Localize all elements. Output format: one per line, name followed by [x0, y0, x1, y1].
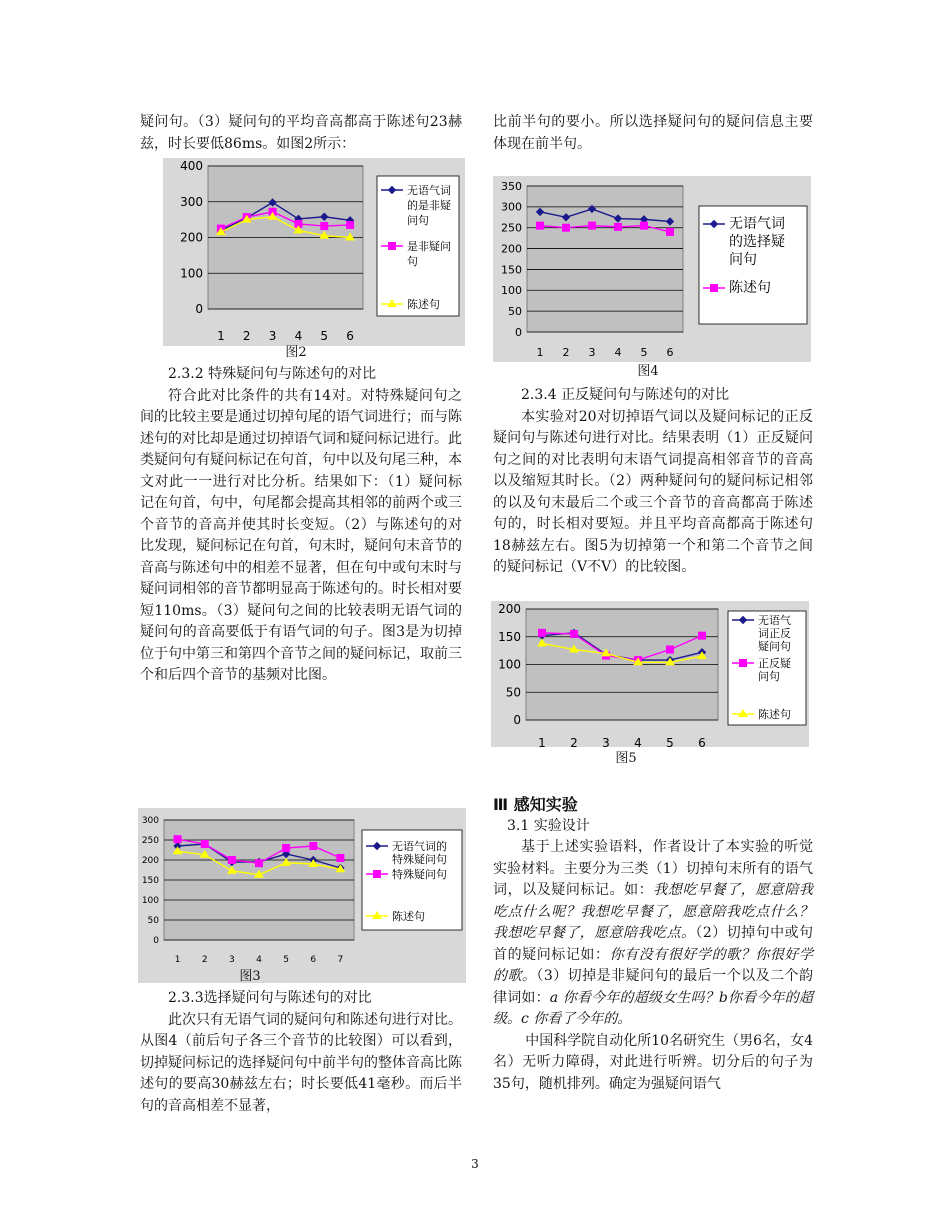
legend-label: 是非疑问 — [407, 240, 451, 253]
data-point — [589, 222, 596, 229]
data-point — [283, 845, 290, 852]
y-tick-label: 100 — [180, 266, 203, 281]
legend-label: 无语气 — [758, 614, 791, 627]
x-tick-label: 2 — [201, 955, 208, 965]
x-tick-label: 3 — [268, 329, 277, 343]
y-tick-label: 200 — [141, 856, 159, 867]
page-number: 3 — [471, 1157, 479, 1171]
section-3-1-text-c: （3）切掉是非疑问句的最后一个以及二个韵律词如： — [493, 968, 814, 1006]
x-tick-label: 1 — [174, 955, 181, 965]
section-3-1-heading: 3.1 实验设计 — [507, 817, 590, 834]
figure-3-caption: 图3 — [239, 969, 261, 984]
left-top-paragraph: 疑问句。（3）疑问句的平均音高都高于陈述句23赫兹，时长要低86ms。如图2所示： — [140, 114, 462, 152]
x-tick-label: 4 — [294, 329, 303, 343]
section-3-1-text-b: （2）切掉句中或句首的疑问标记如： — [493, 925, 813, 963]
y-tick-label: 0 — [153, 936, 159, 947]
figure-2-caption: 图2 — [285, 345, 307, 360]
x-tick-label: 4 — [634, 736, 642, 747]
figure-5-caption: 图5 — [615, 751, 637, 766]
section-3-1-paragraph — [493, 837, 813, 1031]
y-tick-label: 200 — [180, 230, 203, 245]
example-3-text: a 你看今年的超级女生吗？b你看今年的超级。c 你看了今年的。 — [493, 989, 814, 1027]
y-tick-label: 100 — [141, 896, 159, 907]
legend-label: 陈述句 — [392, 910, 425, 923]
legend-label: 陈述句 — [758, 708, 791, 721]
section-2-3-2-heading: 2.3.2 特殊疑问句与陈述句的对比 — [168, 366, 377, 382]
x-tick-label: 6 — [310, 955, 317, 965]
y-tick-label: 50 — [508, 304, 522, 318]
data-point — [256, 860, 263, 867]
data-point — [667, 228, 674, 235]
legend-key-marker — [711, 285, 718, 292]
y-tick-label: 50 — [147, 916, 159, 927]
x-tick-label: 1 — [217, 329, 225, 343]
x-tick-label: 2 — [242, 329, 251, 343]
y-tick-label: 250 — [501, 221, 522, 235]
y-tick-label: 150 — [501, 263, 522, 277]
legend-label: 特殊疑问句 — [392, 853, 447, 866]
data-point — [571, 630, 578, 637]
data-point — [321, 223, 328, 230]
figure-3-chart — [138, 808, 466, 983]
plot-area — [527, 186, 683, 332]
data-point — [347, 221, 354, 228]
x-tick-label: 6 — [666, 346, 674, 359]
example-1-text: 我想吃早餐了，愿意陪我吃点什么呢？我想吃早餐了，愿意陪我吃点什么？我想吃早餐了，愿意陪我吃点。 — [493, 882, 814, 941]
y-tick-label: 300 — [141, 816, 159, 827]
legend-label: 正反疑 — [758, 657, 791, 670]
legend-label: 陈述句 — [729, 280, 771, 296]
x-tick-label: 5 — [283, 955, 290, 965]
legend-label: 特殊疑问句 — [392, 868, 447, 881]
section-3-1-text-a: 基于上述实验语料，作者设计了本实验的听觉实验材料。主要分为三类（1）切掉句末所有的语气词，以及疑问标记。如： — [493, 839, 813, 898]
x-tick-label: 5 — [640, 346, 648, 359]
data-point — [337, 855, 344, 862]
legend-label: 问句 — [758, 670, 780, 683]
x-tick-label: 2 — [562, 346, 570, 359]
data-point — [201, 841, 208, 848]
legend-label: 句 — [407, 255, 418, 268]
example-2-text: 你有没有很好学的歌？你很好学的歌。 — [493, 946, 814, 984]
legend-label: 词正反 — [758, 627, 791, 640]
legend-key-marker — [389, 243, 396, 250]
legend-label: 问句 — [407, 214, 429, 227]
y-tick-label: 50 — [505, 685, 521, 700]
data-point — [641, 222, 648, 229]
data-point — [539, 629, 546, 636]
section-2-3-4-paragraph: 本实验对20对切掉语气词以及疑问标记的正反疑问句与陈述句进行对比。结果表明（1）正反疑问句之间的对比表明句末语气词提高相邻音节的音高以及缩短其时长。（2）两种疑问句的疑问标记相邻的以及句末最后二个或三个音节的音高都高于陈述句的，时长相对要短。并且平均音高都高于陈述句18赫兹左右。图5为切掉第一个和第二个音节之间的疑问标记（V不V）的比较图。 — [493, 408, 813, 575]
section-2-3-3-heading: 2.3.3选择疑问句与陈述句的对比 — [168, 990, 372, 1006]
x-tick-label: 3 — [228, 955, 235, 965]
x-tick-label: 3 — [602, 736, 610, 747]
subjects-paragraph: 中国科学院自动化所10名研究生（男6名，女4名）无听力障碍，对此进行听辨。切分后的句子为35句，随机排列。确定为强疑问语气 — [493, 1032, 813, 1092]
left-column — [140, 112, 462, 155]
legend-label: 无语气词 — [729, 216, 785, 232]
x-tick-label: 6 — [346, 329, 354, 343]
legend-label: 陈述句 — [407, 298, 440, 311]
figure-5-chart — [491, 601, 809, 747]
y-tick-label: 400 — [180, 159, 203, 174]
legend-label: 问句 — [729, 252, 757, 268]
y-tick-label: 0 — [195, 302, 203, 317]
data-point — [310, 843, 317, 850]
y-tick-label: 200 — [498, 602, 521, 617]
x-tick-label: 7 — [337, 955, 344, 965]
y-tick-label: 250 — [141, 836, 159, 847]
x-tick-label: 1 — [536, 346, 544, 359]
data-point — [699, 632, 706, 639]
y-tick-label: 200 — [501, 242, 522, 256]
x-tick-label: 4 — [256, 955, 262, 965]
legend-key-marker — [740, 660, 747, 667]
data-point — [615, 223, 622, 230]
y-tick-label: 300 — [501, 200, 522, 214]
y-tick-label: 150 — [141, 876, 159, 887]
y-tick-label: 150 — [498, 629, 521, 644]
y-tick-label: 300 — [180, 194, 203, 209]
x-tick-label: 1 — [538, 736, 546, 747]
data-point — [563, 224, 570, 231]
section-2-3-4-heading: 2.3.4 正反疑问句与陈述句的对比 — [521, 387, 730, 403]
section-3-heading: Ⅲ 感知实验 — [493, 795, 578, 814]
y-tick-label: 350 — [501, 179, 522, 193]
y-tick-label: 0 — [513, 713, 521, 728]
x-tick-label: 6 — [698, 736, 706, 747]
data-point — [667, 646, 674, 653]
legend-label: 无语气词 — [407, 184, 451, 197]
section-2-3-3-paragraph: 此次只有无语气词的疑问句和陈述句进行对比。从图4（前后句子各三个音节的比较图）可以看到，切掉疑问标记的选择疑问句中前半句的整体音高比陈述句的要高30赫兹左右；时长要低41毫秒。而后半句的音高相差不显著， — [140, 1011, 462, 1114]
legend-label: 的选择疑 — [729, 234, 785, 250]
legend-label: 疑问句 — [758, 640, 791, 653]
x-tick-label: 2 — [570, 736, 578, 747]
legend-label: 的是非疑 — [407, 199, 451, 212]
x-tick-label: 3 — [588, 346, 596, 359]
y-tick-label: 100 — [498, 657, 521, 672]
x-tick-label: 5 — [666, 736, 674, 747]
data-point — [537, 222, 544, 229]
x-tick-label: 5 — [320, 329, 329, 343]
x-tick-label: 4 — [614, 346, 622, 359]
y-tick-label: 0 — [515, 325, 522, 339]
figure-2-chart — [163, 158, 465, 346]
y-tick-label: 100 — [501, 284, 522, 298]
legend-key-marker — [374, 871, 381, 878]
figure-4-chart — [493, 176, 811, 362]
data-point — [228, 857, 235, 864]
legend-label: 无语气词的 — [392, 840, 447, 853]
section-2-3-2-paragraph: 符合此对比条件的共有14对。对特殊疑问句之间的比较主要是通过切掉句尾的语气词进行；而与陈述句的对比却是通过切掉语气词和疑问标记进行。此类疑问句有疑问标记在句首，句中以及句尾三种，本文对此一一进行对比分析。结果如下：（1）疑问标记在句首，句中，句尾都会提高其相邻的前两个或三个音节的音高并使其时长变短。（2）与陈述句的对比发现，疑问标记在句首，句末时，疑问句末音节的音高与陈述句中的相差不显著，但在句中或句末时与疑问词相邻的音节都明显高于陈述句的。时长相对要短110ms。（3）疑问句之间的比较表明无语气词的疑问句的音高要低于有语气词的句子。图3是为切掉位于句中第三和第四个音节之间的疑问标记，取前三个和后四个音节的基频对比图。 — [140, 387, 462, 683]
right-top-paragraph: 比前半句的要小。所以选择疑问句的疑问信息主要体现在前半句。 — [493, 114, 813, 152]
data-point — [174, 836, 181, 843]
figure-4-caption: 图4 — [637, 364, 659, 379]
